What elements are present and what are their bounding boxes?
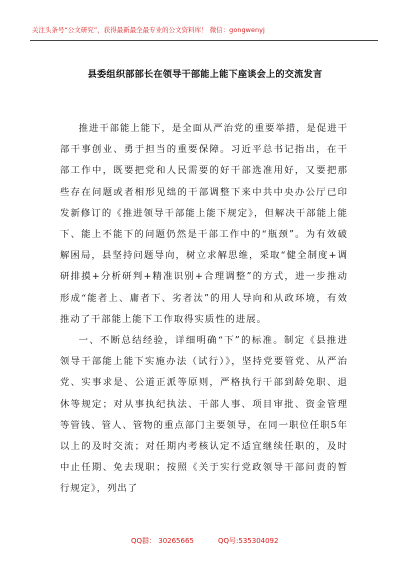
document-body [60, 118, 348, 500]
header-promo-note: 关注头条号“公文研究”，获得最新最全最专业的公文资料库！ 微信：gongwenyj [32, 26, 265, 34]
footer-qq-group: QQ群： 30265665 [131, 537, 194, 545]
body-paragraph-intro: 推进干部能上能下，是全面从严治党的重要举措，是促进干部干事创业、勇于担当的重要保障。习近平总书记指出，在干部工作中，既要把党和人民需要的好干部选准用好，又要把那些存在问题或者相形见绌的干部调整下来中共中央办公厅已印发新修订的《推进领导干部能上能下规定》，但解决干部能上能下、能上不能下的问题仍然是干部工作中的“瓶颈”。为有效破解困局，县坚持问题导向，树立求解思维，采取“健全制度+调研排摸+分析研判+精准识别+合理调整”的方式，进一步推动形成“能者上、庸者下、劣者汰”的用人导向和从政环境，有效推动了干部能上能下工作取得实质性的进展。 [60, 123, 348, 325]
footer-qq-number: QQ号:535304092 [218, 537, 279, 545]
body-paragraph-section-one: 一、不断总结经验，详细明确“下”的标准。制定《县推进领导干部能上能下实施办法（试行）》，坚持党要管党、从严治党、实事求是、公道正派等原则，严格执行干部到龄免职、退休等规定；对从事执纪执法、干部人事、项目审批、资金管理等管钱、管人、管物的重点部门主要领导，在同一职位任职5年以上的及时交流；对任期内考核认定不适宜继续任职的，及时中止任期、免去现职；按照《关于实行党政领导干部问责的暂行规定》，列出了 [60, 335, 348, 495]
header-divider [30, 40, 378, 41]
document-title: 县委组织部部长在领导干部能上能下座谈会上的交流发言 [87, 69, 323, 80]
